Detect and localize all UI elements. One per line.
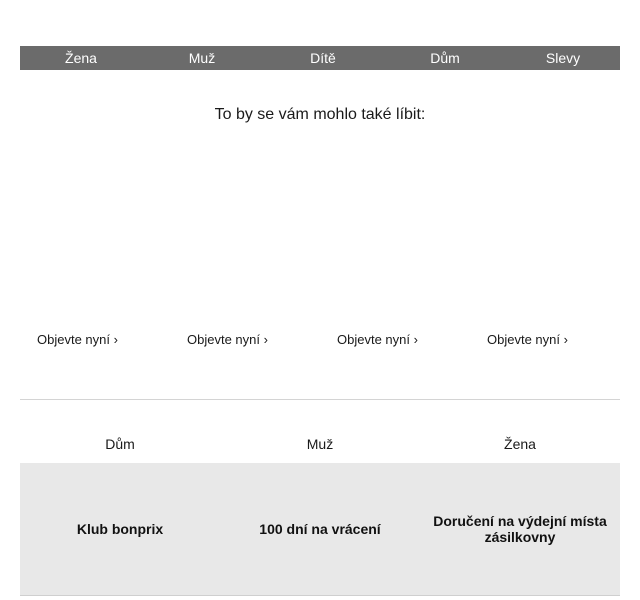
category-link-zena[interactable]: Žena [504,436,536,452]
nav-item-slevy[interactable]: Slevy [545,50,581,66]
recommendations-links [0,332,640,350]
benefit-pickup-delivery[interactable]: Doručení na výdejní místa zásilkovny [433,513,607,545]
benefits-bar [20,463,620,595]
discover-now-link-2[interactable]: Objevte nyní › [187,332,268,347]
nav-item-muz[interactable]: Muž [188,50,216,66]
main-navigation [20,46,620,70]
section-divider [20,399,620,400]
nav-item-dite[interactable]: Dítě [310,50,336,66]
nav-item-zena[interactable]: Žena [65,50,97,66]
recommendations-title: To by se vám mohlo také líbit: [214,106,426,123]
category-link-muz[interactable]: Muž [306,436,334,452]
benefit-club-bonprix[interactable]: Klub bonprix [76,521,164,537]
category-links [20,436,620,456]
discover-now-link-4[interactable]: Objevte nyní › [487,332,568,347]
category-link-dum[interactable]: Dům [105,436,135,452]
bottom-divider [20,595,620,596]
discover-now-link-3[interactable]: Objevte nyní › [337,332,418,347]
benefit-100-days-return[interactable]: 100 dní na vrácení [259,521,381,537]
nav-item-dum[interactable]: Dům [430,50,460,66]
discover-now-link-1[interactable]: Objevte nyní › [37,332,118,347]
